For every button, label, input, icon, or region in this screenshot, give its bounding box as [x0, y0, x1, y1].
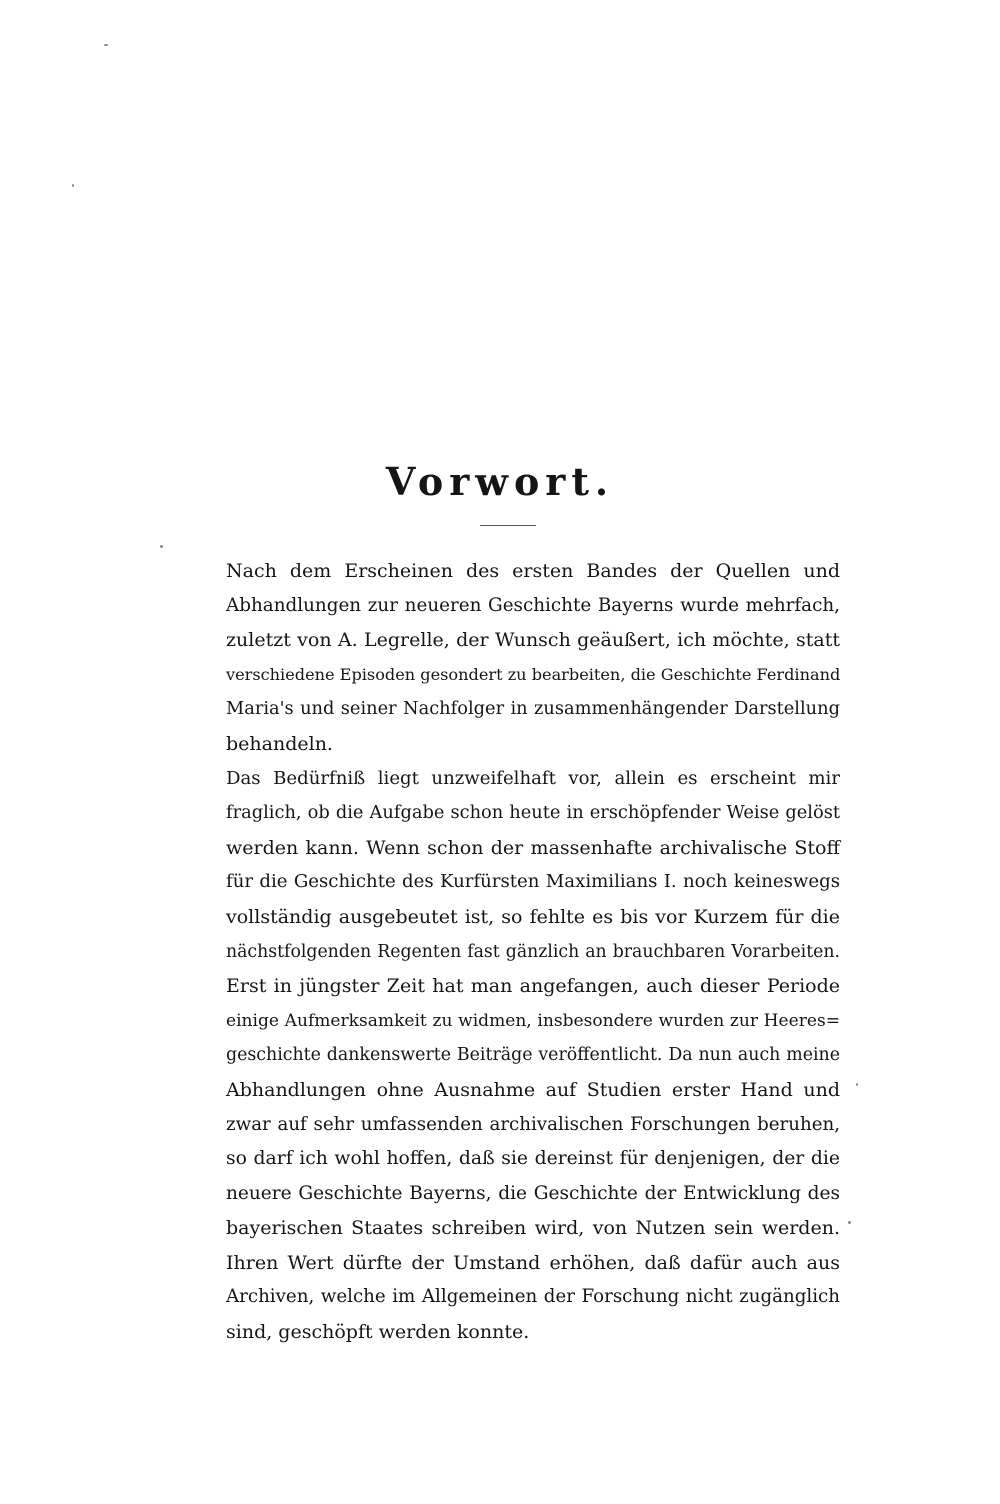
text-line: sind, geschöpft werden konnte. [226, 1321, 530, 1344]
text-line: zwar auf sehr umfassenden archivalischen Forschungen beruhen, [226, 1113, 840, 1135]
text-line: nächstfolgenden Regenten fast gänzlich an brauchbaren Vorarbeiten. [226, 941, 840, 962]
text-line: Abhandlungen ohne Ausnahme auf Studien erster Hand und [226, 1078, 840, 1101]
scan-speck [848, 1221, 851, 1224]
text-line: geschichte dankenswerte Beiträge veröffentlicht. Da nun auch meine [226, 1045, 840, 1066]
text-line: verschiedene Episoden gesondert zu bearbeiten, die Geschichte Ferdinand [226, 664, 841, 684]
text-line: fraglich, ob die Aufgabe schon heute in erschöpfender Weise gelöst [226, 802, 840, 824]
text-line: einige Aufmerksamkeit zu widmen, insbesondere wurden zur Heeres= [226, 1010, 840, 1031]
text-line: neuere Geschichte Bayerns, die Geschichte der Entwicklung des [226, 1182, 840, 1204]
text-line: zuletzt von A. Legrelle, der Wunsch geäußert, ich möchte, statt [226, 629, 840, 652]
text-line: Nach dem Erscheinen des ersten Bandes der Quellen und [226, 560, 840, 582]
body-text [176, 554, 840, 1350]
text-line: so darf ich wohl hoffen, daß sie dereinst für denjenigen, der die [226, 1148, 840, 1170]
text-line: Archiven, welche im Allgemeinen der Forschung nicht zugänglich [226, 1286, 840, 1308]
text-line: vollständig ausgebeutet ist, so fehlte es bis vor Kurzem für die [226, 905, 840, 928]
heading-divider [480, 525, 536, 526]
scan-speck [856, 1083, 858, 1086]
text-line: Erst in jüngster Zeit hat man angefangen, auch dieser Periode [226, 975, 840, 998]
text-line: Ihren Wert dürfte der Umstand erhöhen, daß dafür auch aus [226, 1251, 840, 1274]
scan-speck [104, 44, 108, 46]
text-line: Maria's und seiner Nachfolger in zusammenhängender Darstellung [226, 698, 840, 720]
text-line: werden kann. Wenn schon der massenhafte archivalische Stoff [226, 836, 840, 859]
text-line: für die Geschichte des Kurfürsten Maximilians I. noch keineswegs [226, 871, 840, 893]
paragraph-1 [176, 554, 840, 762]
text-line: Abhandlungen zur neueren Geschichte Bayerns wurde mehrfach, [226, 594, 840, 616]
text-line: Das Bedürfniß liegt unzweifelhaft vor, allein es erscheint mir [226, 767, 840, 789]
text-line: bayerischen Staates schreiben wird, von Nutzen sein werden. [226, 1217, 840, 1240]
page-heading: Vorwort. [385, 459, 615, 504]
text-line: behandeln. [226, 732, 333, 755]
scan-speck [160, 545, 163, 548]
paragraph-2 [176, 762, 840, 1350]
scan-speck [72, 184, 74, 187]
